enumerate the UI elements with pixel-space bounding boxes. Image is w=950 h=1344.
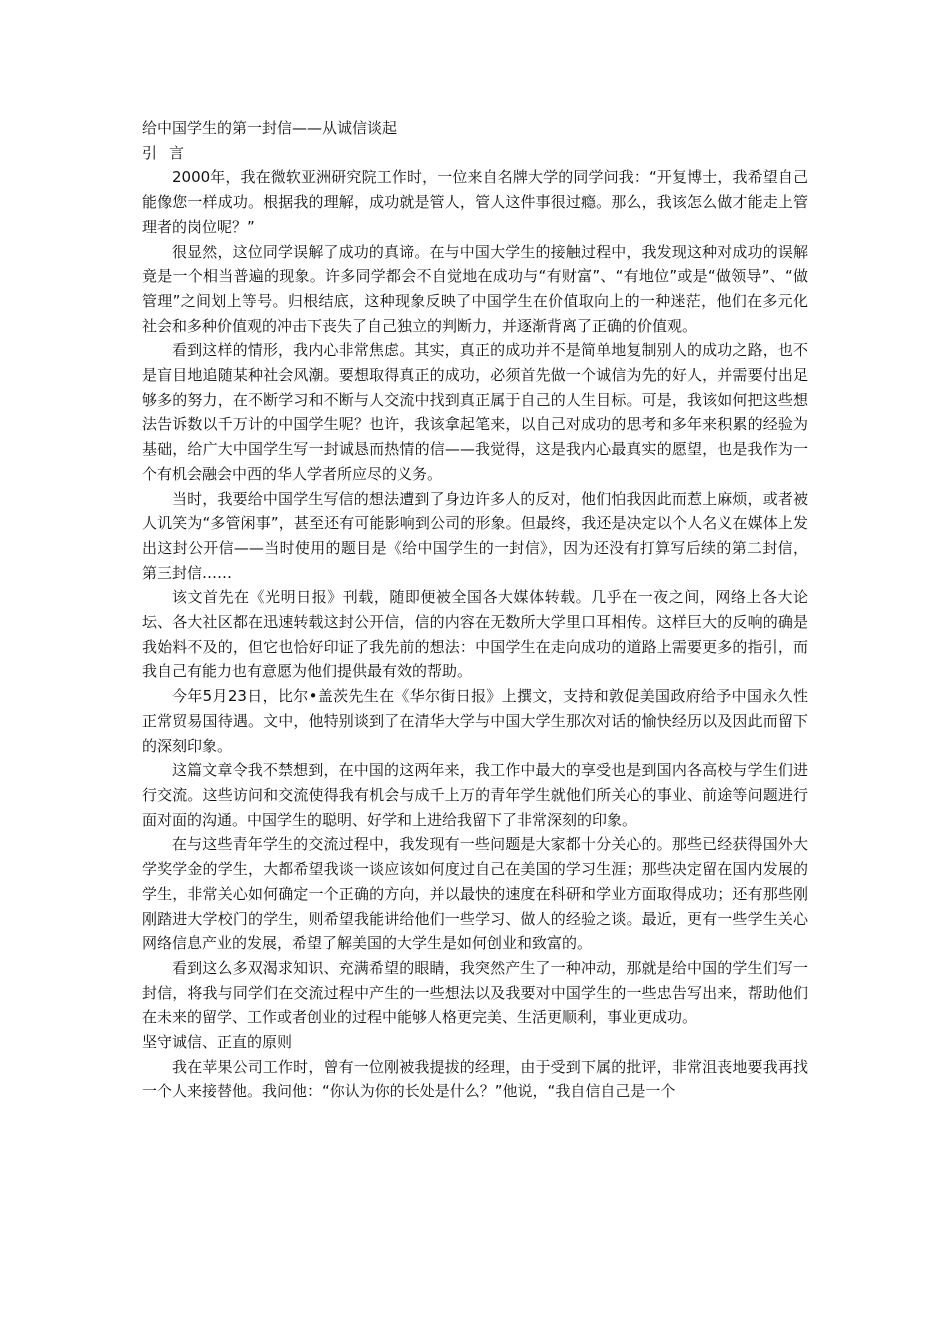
paragraph: 当时，我要给中国学生写信的想法遭到了身边许多人的反对，他们怕我因此而惹上麻烦，或者被人讥笑为“多管闲事”，甚至还有可能影响到公司的形象。但最终，我还是决定以个人名义在媒体上发出这封公开信——当时使用的题目是《给中国学生的一封信》，因为还没有打算写后续的第二封信，第三封信…… bbox=[142, 489, 808, 582]
document-title: 给中国学生的第一封信——从诚信谈起 bbox=[142, 119, 398, 137]
paragraph: 很显然，这位同学误解了成功的真谛。在与中国大学生的接触过程中，我发现这种对成功的误解竟是一个相当普遍的现象。许多同学都会不自觉地在成功与“有财富”、“有地位”或是“做领导”、“做管理”之间划上等号。归根结底，这种现象反映了中国学生在价值取向上的一种迷茫，他们在多元化社会和多种价值观的冲击下丧失了自己独立的判断力，并逐渐背离了正确的价值观。 bbox=[142, 242, 808, 335]
paragraph: 这篇文章令我不禁想到，在中国的这两年来，我工作中最大的享受也是到国内各高校与学生们进行交流。这些访问和交流使得我有机会与成千上万的青年学生就他们所关心的事业、前途等问题进行面对面的沟通。中国学生的聪明、好学和上进给我留下了非常深刻的印象。 bbox=[142, 761, 808, 829]
document-body bbox=[142, 116, 808, 1104]
paragraph: 在与这些青年学生的交流过程中，我发现有一些问题是大家都十分关心的。那些已经获得国外大学奖学金的学生，大都希望我谈一谈应该如何度过自己在美国的学习生涯；那些决定留在国内发展的学生，非常关心如何确定一个正确的方向，并以最快的速度在科研和学业方面取得成功；还有那些刚刚踏进大学校门的学生，则希望我能讲给他们一些学习、做人的经验之谈。最近，更有一些学生关心网络信息产业的发展，希望了解美国的大学生是如何创业和致富的。 bbox=[142, 835, 808, 953]
intro-heading: 引言 bbox=[142, 143, 197, 162]
paragraph: 看到这样的情形，我内心非常焦虑。其实，真正的成功并不是简单地复制别人的成功之路，也不是盲目地追随某种社会风潮。要想取得真正的成功，必须首先做一个诚信为先的好人，并需要付出足够多的努力，在不断学习和不断与人交流中找到真正属于自己的人生目标。可是，我该如何把这些想法告诉数以千万计的中国学生呢？也许，我该拿起笔来，以自己对成功的思考和多年来积累的经验为基础，给广大中国学生写一封诚恳而热情的信——我觉得，这是我内心最真实的愿望，也是我作为一个有机会融会中西的华人学者所应尽的义务。 bbox=[142, 341, 808, 483]
paragraph: 该文首先在《光明日报》刊载，随即便被全国各大媒体转载。几乎在一夜之间，网络上各大论坛、各大社区都在迅速转载这封公开信，信的内容在无数所大学里口耳相传。这样巨大的反响的确是我始料不及的，但它也恰好印证了我先前的想法：中国学生在走向成功的道路上需要更多的指引，而我自己有能力也有意愿为他们提供最有效的帮助。 bbox=[142, 588, 808, 681]
paragraph: 2000年，我在微软亚洲研究院工作时，一位来自名牌大学的同学问我：“开复博士，我希望自己能像您一样成功。根据我的理解，成功就是管人，管人这件事很过瘾。那么，我该怎么做才能走上管理者的岗位呢？” bbox=[142, 168, 808, 236]
paragraph: 看到这么多双渴求知识、充满希望的眼睛，我突然产生了一种冲动，那就是给中国的学生们写一封信，将我与同学们在交流过程中产生的一些想法以及我要对中国学生的一些忠告写出来，帮助他们在未来的留学、工作或者创业的过程中能够人格更完美、生活更顺利，事业更成功。 bbox=[142, 958, 808, 1027]
paragraph: 我在苹果公司工作时，曾有一位刚被我提拔的经理，由于受到下属的批评，非常沮丧地要我再找一个人来接替他。我问他：“你认为你的长处是什么？”他说，“我自信自己是一个 bbox=[142, 1057, 808, 1101]
paragraph: 今年5月23日，比尔•盖茨先生在《华尔街日报》上撰文，支持和敦促美国政府给予中国永久性正常贸易国待遇。文中，他特别谈到了在清华大学与中国大学生那次对话的愉快经历以及因此而留下的深刻印象。 bbox=[142, 687, 808, 755]
section-heading: 坚守诚信、正直的原则 bbox=[142, 1033, 293, 1052]
